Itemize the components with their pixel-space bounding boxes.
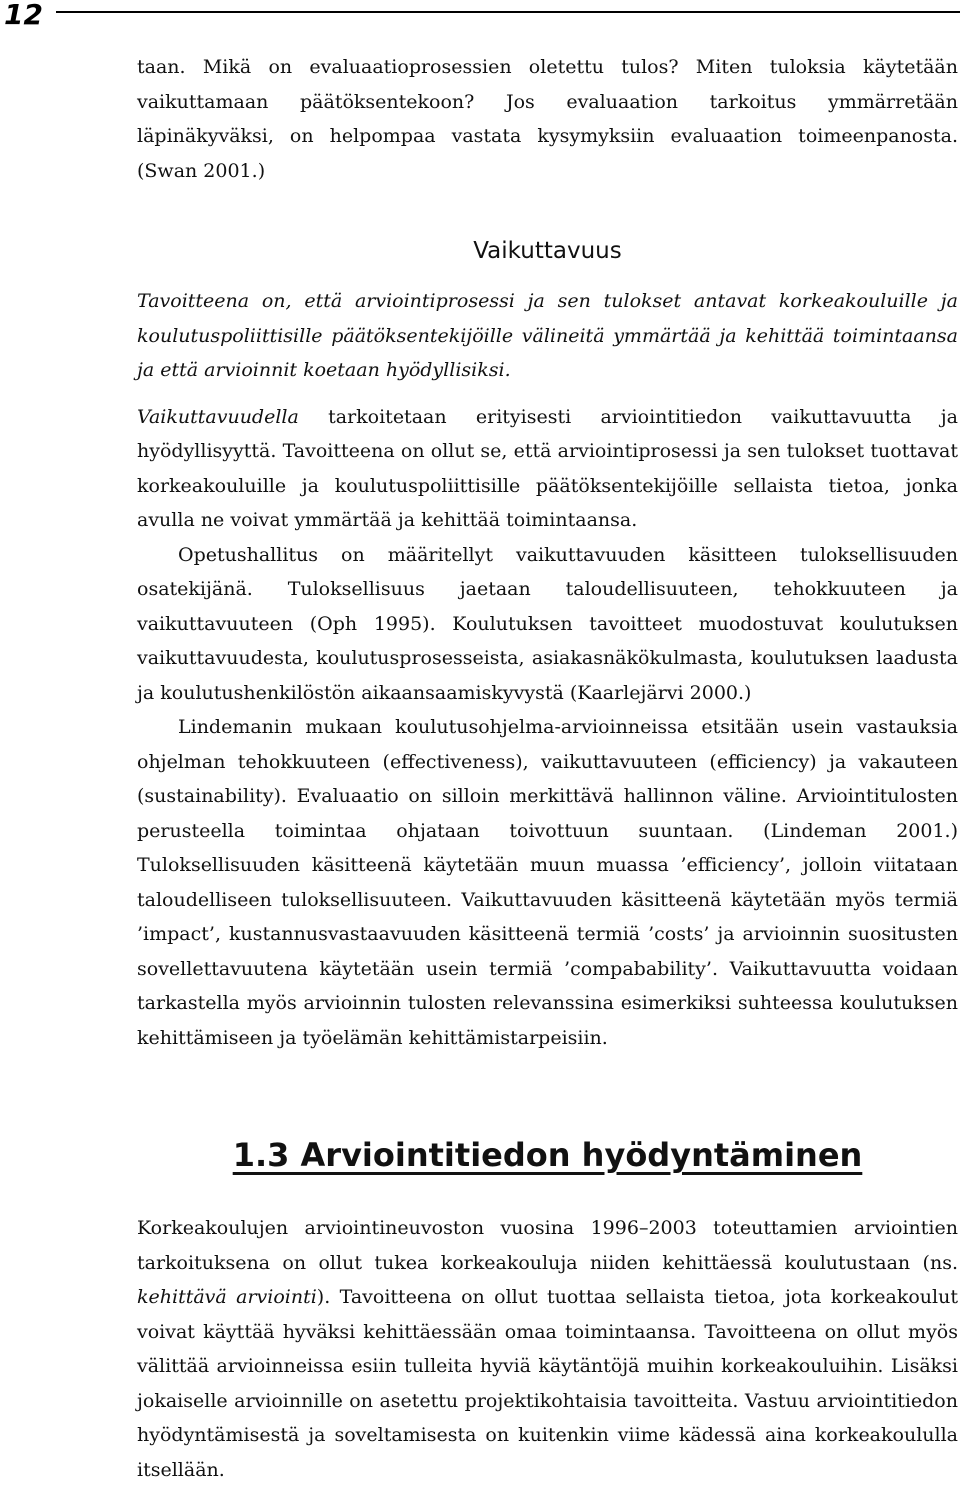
paragraph-text: ). Tavoitteena on ollut tuottaa sellaista tietoa, jota korkeakoulut voivat käyttää hyväksi kehittäessään omaa toimintaansa. Tavoitteena on ollut myös välittää arvioinneissa esiin tulleita hyviä käytäntöjä muihin korkeakouluihin. Lisäksi jokaiselle arvioinnille on asetettu projektikohtaisia tavoitteita. Vastuu arviointitiedon hyödyntämisestä ja soveltamisesta on kuitenkin viime kädessä aina korkeakoululla itsellään. bbox=[137, 1286, 958, 1481]
box-goal-text: Tavoitteena on, että arviointiprosessi ja sen tulokset antavat korkeakouluille ja koulutuspoliittisille päätöksentekijöille välineitä ymmärtää ja kehittää toimintaansa ja että arvioinnit koetaan hyödyllisiksi. bbox=[137, 290, 958, 381]
page-number: 12 bbox=[4, 0, 43, 31]
paragraph-lindeman: Lindemanin mukaan koulutusohjelma-arvioinneissa etsitään usein vastauksia ohjelman tehokkuuteen (effectiveness), vaikuttavuuteen (efficiency) ja vakauteen (sustainability). Evaluaatio on silloin merkittävä hallinnon väline. Arviointitulosten perusteella toimintaa ohjataan toivottuun suuntaan. (Lindeman 2001.) Tuloksellisuuden käsitteenä käytetään muun muassa ’efficiency’, jolloin viitataan taloudelliseen tuloksellisuuteen. Vaikuttavuuden käsitteenä käytetään myös termiä ’impact’, kustannusvastaavuuden käsitteenä termiä ’costs’ ja arvioinnin suositusten sovellettavuutena käytetään usein termiä ’compabability’. Vaikuttavuutta voidaan tarkastella myös arvioinnin tulosten relevanssina esimerkiksi suhteessa koulutuksen kehittämiseen ja työelämän kehittämistarpeisiin. bbox=[137, 716, 958, 1049]
section-heading: 1.3 Arviointitiedon hyödyntäminen bbox=[232, 1136, 863, 1174]
goal-box bbox=[137, 234, 958, 388]
paragraph-vaikuttavuudella bbox=[137, 400, 958, 538]
emphasis-term: kehittävä arviointi bbox=[137, 1286, 317, 1308]
page-content bbox=[137, 50, 958, 1487]
emphasis-term: Vaikuttavuudella bbox=[137, 405, 299, 428]
paragraph-opetushallitus: Opetushallitus on määritellyt vaikuttavuuden käsitteen tuloksellisuuden osatekijänä. Tuloksellisuus jaetaan taloudellisuuteen, tehokkuuteen ja vaikuttavuuteen (Oph 1995). Koulutuksen tavoitteet muodostuvat koulutuksen vaikuttavuudesta, koulutusprosesseista, asiakasnäkökulmasta, koulutuksen laadusta ja koulutushenkilöstön aikaansaamiskyvystä (Kaarlejärvi 2000.) bbox=[137, 543, 958, 704]
box-heading: Vaikuttavuus bbox=[473, 238, 622, 264]
section-body-paragraph bbox=[137, 1211, 958, 1487]
header-rule bbox=[56, 11, 960, 13]
paragraph-text: tarkoitetaan erityisesti arviointitiedon vaikuttavuutta ja hyödyllisyyttä. Tavoitteena on ollut se, että arviointiprosessi ja sen tulokset tuottavat korkeakouluille ja koulutuspoliittisille päätöksentekijöille sellaista tietoa, jonka avulla ne voivat ymmärtää ja kehittää toimintaansa. bbox=[137, 405, 958, 531]
page-header bbox=[0, 0, 960, 34]
paragraph-text: Korkeakoulujen arviointineuvoston vuosina 1996–2003 toteuttamien arviointien tarkoituksena on ollut tukea korkeakouluja niiden kehittäessä koulutustaan (ns. bbox=[137, 1217, 958, 1274]
top-paragraph: taan. Mikä on evaluaatioprosessien oletettu tulos? Miten tuloksia käytetään vaikuttamaan päätöksentekoon? Jos evaluaation tarkoitus ymmärretään läpinäkyväksi, on helpompaa vastata kysymyksiin evaluaation toimeenpanosta. (Swan 2001.) bbox=[137, 56, 958, 182]
